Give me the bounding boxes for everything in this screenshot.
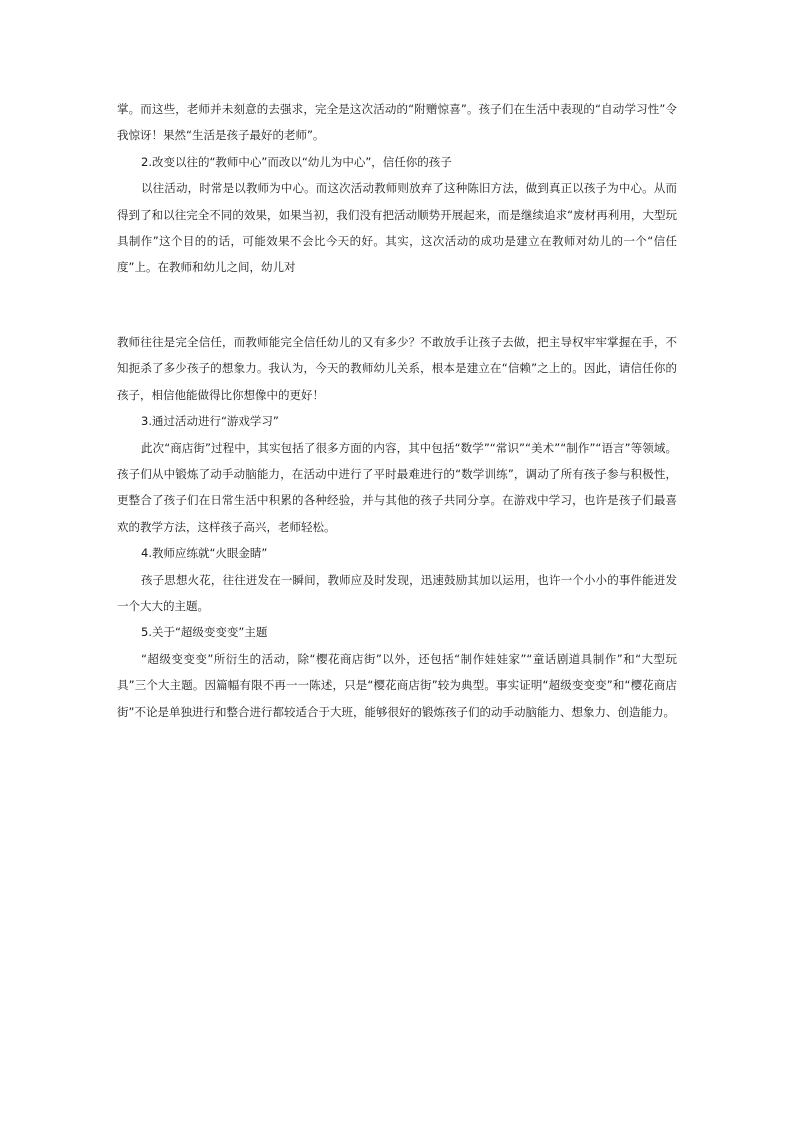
paragraph: “超级变变变”所衍生的活动，除“樱花商店街”以外，还包括“制作娃娃家”“童话剧道具制作”和“大型玩具”三个大主题。因篇幅有限不再一一陈述，只是“樱花商店街”较为典型。事实证明“超级变变变”和“樱花商店街”不论是单独进行和整合进行都较适合于大班，能够很好的锻炼孩子们的动手动脑能力、想象力、创造能力。 [117,651,677,719]
text-block-top [117,96,677,281]
paragraph-continuation: 教师往往是完全信任，而教师能完全信任幼儿的又有多少？不敢放手让孩子去做，把主导权牢牢掌握在手，不知扼杀了多少孩子的想象力。我认为，今天的教师幼儿关系，根本是建立在“信赖”之上的。因此，请信任你的孩子，相信他能做得比你想像中的更好！ [117,335,677,402]
paragraph-continuation: 掌。而这些，老师并未刻意的去强求，完全是这次活动的“附赠惊喜”。孩子们在生活中表现的“自动学习性”令我惊讶！果然“生活是孩子最好的老师”。 [117,102,677,143]
section-heading-4: 4.教师应练就“火眼金睛” [141,546,268,561]
text-block-bottom [117,329,677,725]
paragraph: 此次“商店街”过程中，其实包括了很多方面的内容，其中包括“数学”“常识”“美术”“制作”“语言”等领域。孩子们从中锻炼了动手动脑能力，在活动中进行了平时最难进行的“数学训练”，调动了所有孩子参与积极性，更整合了孩子们在日常生活中积累的各种经验，并与其他的孩子共同分享。在游戏中学习，也许是孩子们最喜欢的教学方法，这样孩子高兴，老师轻松。 [117,440,677,534]
paragraph: 以往活动，时常是以教师为中心。而这次活动教师则放弃了这种陈旧方法，做到真正以孩子为中心。从而得到了和以往完全不同的效果，如果当初，我们没有把活动顺势开展起来，而是继续追求“废材再利用，大型玩具制作”这个目的的话，可能效果不会比今天的好。其实，这次活动的成功是建立在教师对幼儿的一个“信任度”上。在教师和幼儿之间，幼儿对 [117,181,677,275]
section-heading-2: 2.改变以往的“教师中心”而改以“幼儿为中心”，信任你的孩子 [141,154,452,169]
section-heading-3: 3.通过活动进行“游戏学习” [141,414,279,429]
section-heading-5: 5.关于“超级变变变”主题 [141,625,268,640]
paragraph: 孩子思想火花，往往迸发在一瞬间，教师应及时发现，迅速鼓励其加以运用，也许一个小小的事件能迸发一个大大的主题。 [117,572,677,614]
